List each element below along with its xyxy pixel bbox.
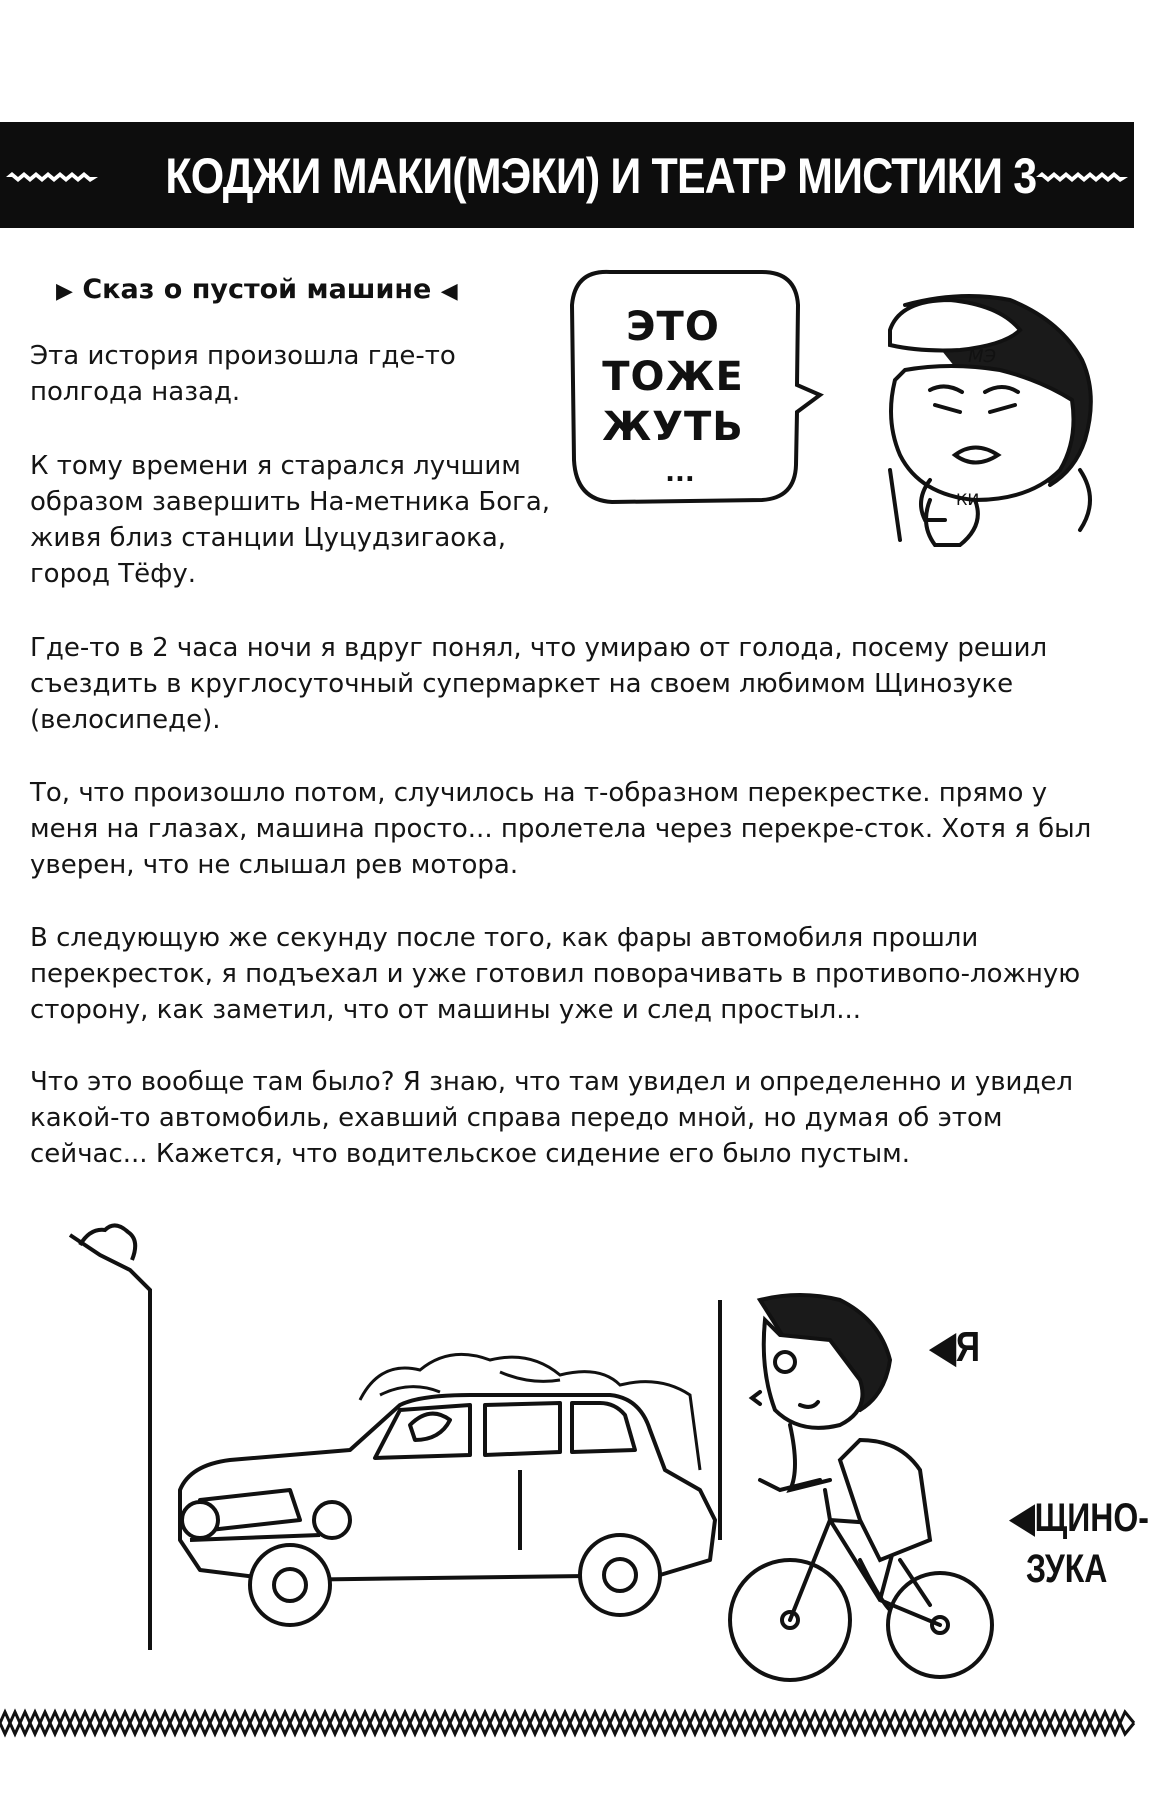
- bubble-ellipsis: ...: [665, 458, 695, 488]
- label-me: ◀Я: [930, 1323, 980, 1370]
- paragraph-6: Что это вообще там было? Я знаю, что там увидел и определенно и увидел какой-то автомобиль, ехавший справа передо мной, но думая об этом сейчас... Кажется, что водительское сидение его было пустым.: [30, 1067, 1074, 1169]
- speech-bubble-text: [598, 302, 748, 452]
- section-title-text: Сказ о пустой машине: [82, 274, 432, 305]
- paragraph-1: Эта история произошла где-то полгода назад.: [30, 341, 456, 407]
- page-title: КОДЖИ МАКИ(МЭКИ) И ТЕАТР МИСТИКИ 3: [165, 148, 1037, 204]
- paragraph-5: В следующую же секунду после того, как фары автомобиля прошли перекресток, я подъехал и уже готовил поворачивать в противопо-ложную сторону, как заметил, что от машины уже и след простыл...: [30, 923, 1081, 1025]
- paragraph-3: Где-то в 2 часа ночи я вдруг понял, что умираю от голода, посему решил съездить в круглосуточный супермаркет на своем любимом Щинозуке (велосипеде).: [30, 633, 1048, 735]
- building-left: [70, 1225, 150, 1650]
- bubble-line-2: ТОЖЕ: [602, 354, 744, 400]
- arrow-right-icon: ▶: [56, 279, 73, 304]
- author-portrait: [890, 296, 1091, 545]
- label-bike-line-2: ЗУКА: [1026, 1547, 1108, 1591]
- car: [180, 1395, 715, 1625]
- arrow-left-icon: ◀: [440, 279, 458, 304]
- bubble-line-3: ЖУТЬ: [602, 404, 744, 450]
- author-hand-text: КИ: [956, 490, 980, 509]
- author-cap-text: МЭ: [968, 346, 997, 367]
- label-bike-line-1: ◀ЩИНО-: [1010, 1496, 1149, 1540]
- bubble-line-1: ЭТО: [626, 304, 720, 350]
- paragraph-4: То, что произошло потом, случилось на т-образном перекрестке. прямо у меня на глазах, машина просто... пролетела через перекре-сток. Хотя я был уверен, что не слышал рев мотора.: [30, 778, 1092, 880]
- paragraph-2: К тому времени я старался лучшим образом завершить На-метника Бога, живя близ станции Цуцудзигаока, город Тёфу.: [30, 451, 551, 589]
- bottom-ornament: [0, 1708, 1134, 1738]
